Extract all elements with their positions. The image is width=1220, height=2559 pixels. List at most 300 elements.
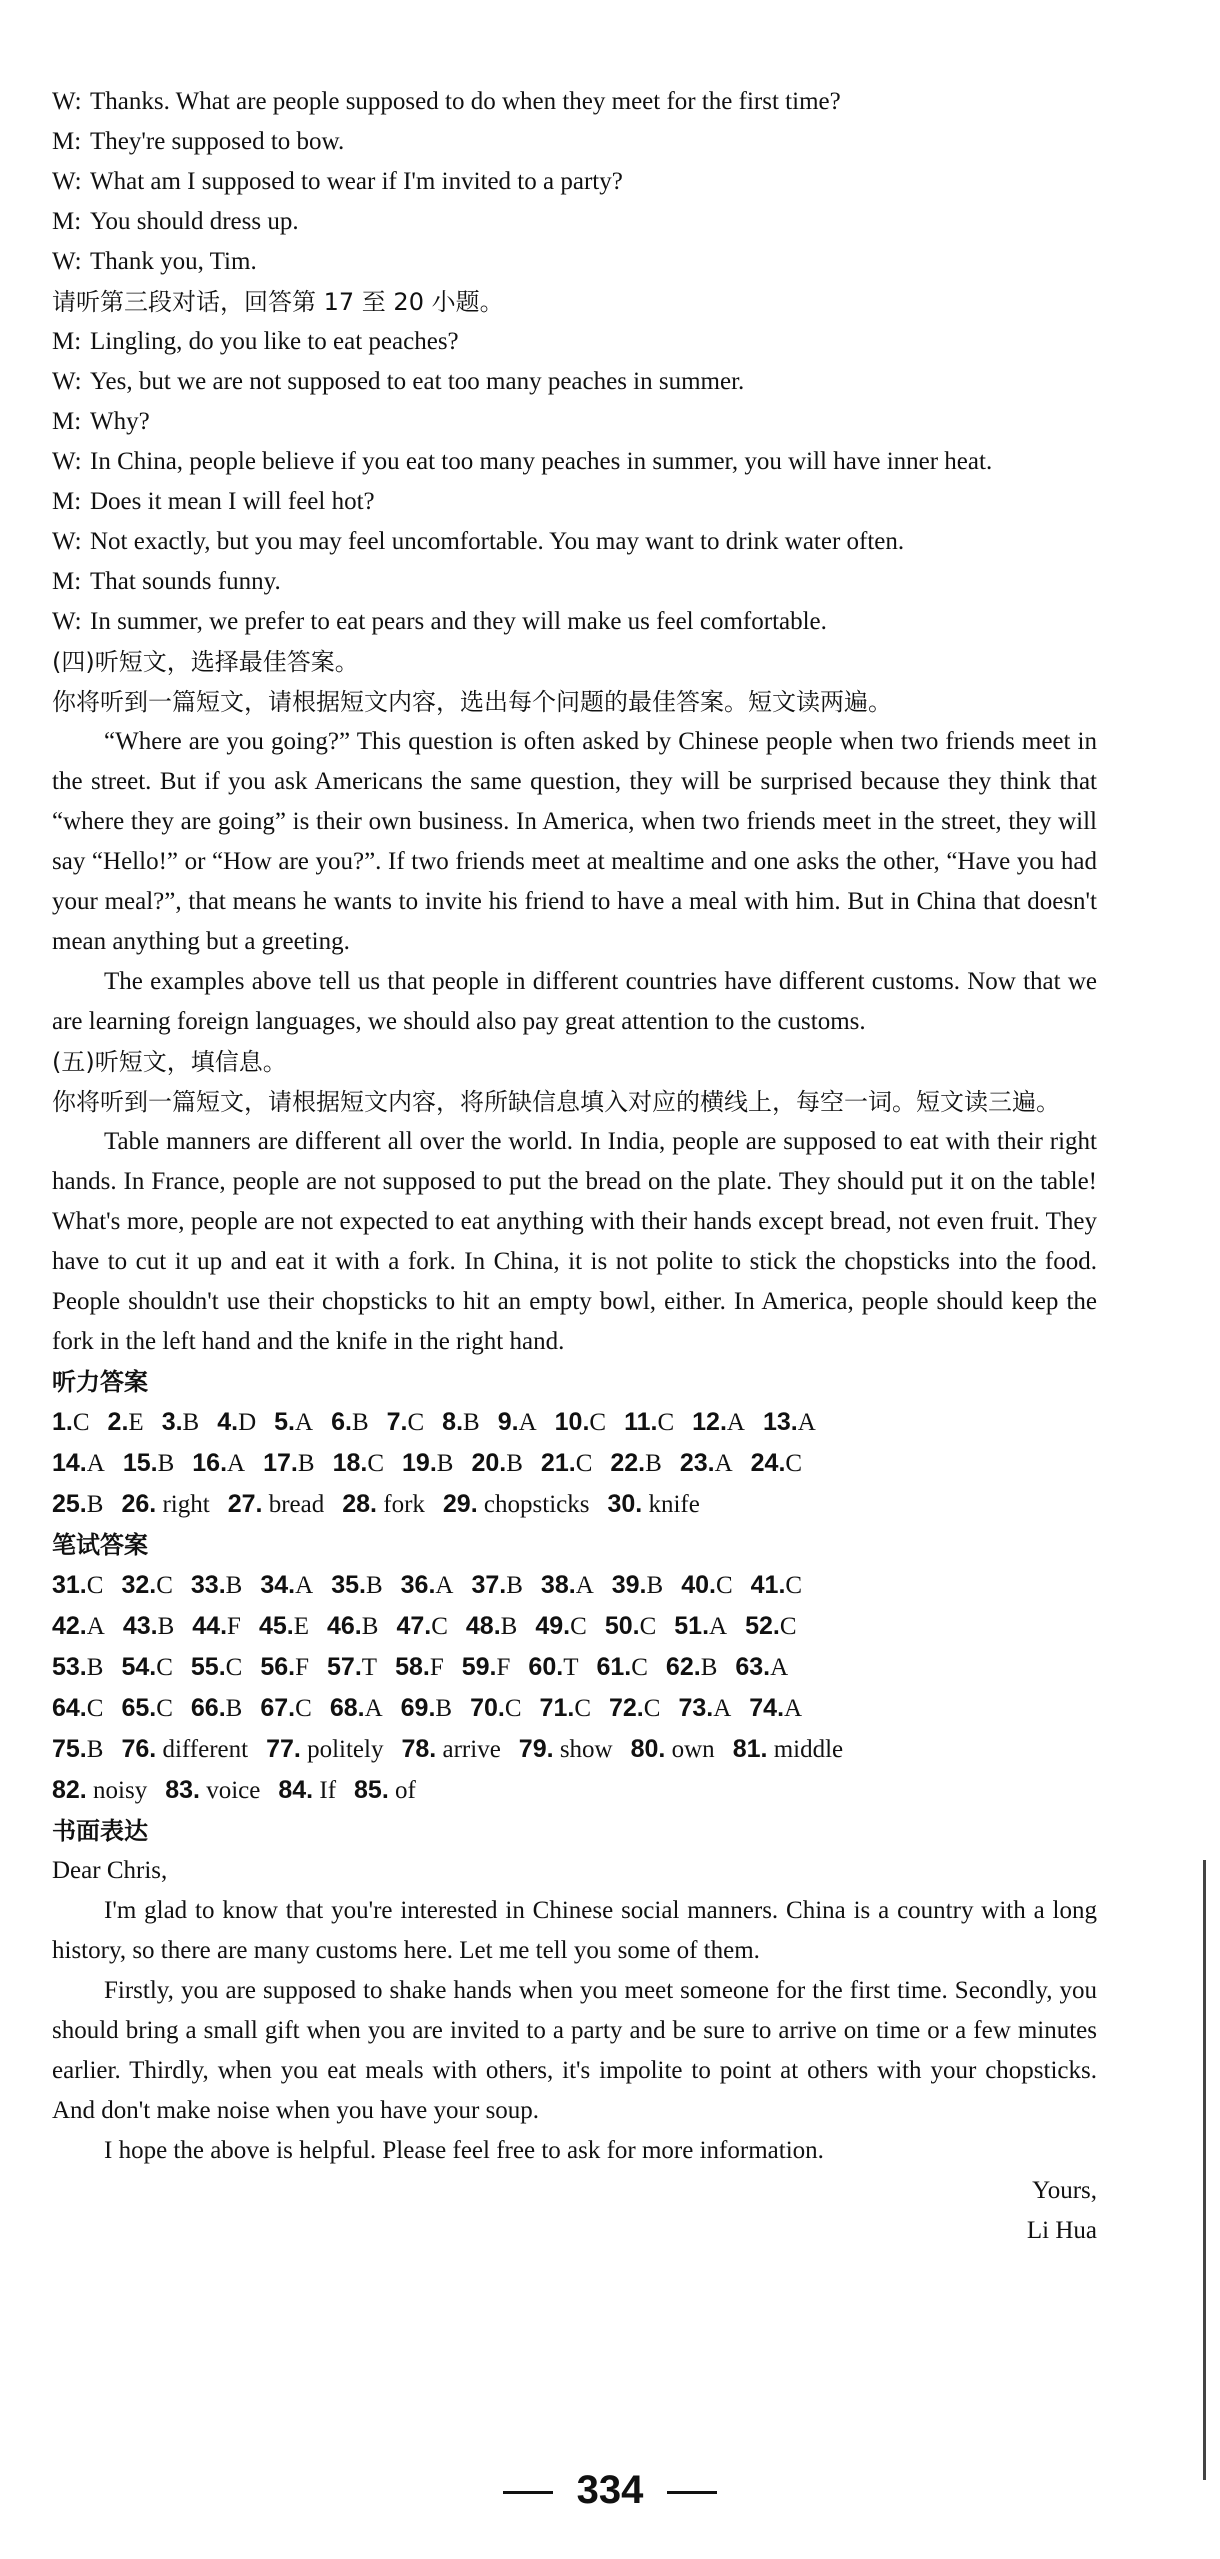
answer-number: 61.	[596, 1653, 632, 1681]
answer-item	[745, 1606, 796, 1647]
answer-item	[266, 1729, 383, 1770]
answer-number: 36.	[400, 1571, 436, 1599]
answer-value: T	[563, 1654, 579, 1681]
answer-item	[401, 1688, 452, 1729]
answer-item	[274, 1402, 313, 1443]
answer-value: B	[225, 1572, 243, 1599]
answer-item	[52, 1402, 90, 1443]
answer-item	[260, 1688, 311, 1729]
answer-value: C	[86, 1572, 104, 1599]
answer-value: A	[797, 1409, 816, 1436]
speaker-label: W:	[52, 88, 82, 115]
answer-value: B	[700, 1654, 718, 1681]
answer-value: A	[770, 1654, 789, 1681]
letter-closing: Yours,	[1032, 2177, 1097, 2204]
section5-title: (五)听短文，填信息。	[52, 1048, 287, 1076]
answer-item	[121, 1484, 209, 1525]
answer-value: B	[436, 1450, 454, 1477]
section4-instruction: 你将听到一篇短文，请根据短文内容，选出每个问题的最佳答案。短文读两遍。	[52, 688, 892, 716]
answer-number: 45.	[258, 1612, 294, 1640]
answer-number: 83.	[165, 1776, 200, 1804]
answer-value: B	[365, 1572, 383, 1599]
dialogue-line	[52, 442, 1097, 482]
answer-item	[596, 1647, 647, 1688]
answer-item	[327, 1606, 378, 1647]
answer-value: C	[631, 1654, 648, 1681]
answer-item	[330, 1688, 383, 1729]
answer-value: F	[295, 1654, 310, 1681]
answer-item	[751, 1443, 802, 1484]
answer-item	[191, 1647, 242, 1688]
answer-item	[191, 1565, 242, 1606]
answer-number: 58.	[395, 1653, 430, 1681]
answer-value: A	[435, 1572, 454, 1599]
page-number	[0, 2468, 1220, 2513]
answer-value: F	[429, 1654, 444, 1681]
answer-value: B	[506, 1450, 523, 1477]
speaker-label: M:	[52, 568, 82, 595]
answer-item	[165, 1770, 260, 1811]
answer-item	[751, 1565, 802, 1606]
answer-item	[260, 1647, 309, 1688]
speaker-label: M:	[52, 208, 82, 235]
answer-number: 85.	[354, 1776, 389, 1804]
answer-value: T	[361, 1654, 378, 1681]
answer-number: 11.	[624, 1408, 658, 1436]
dialogue-line	[52, 522, 1097, 562]
binding-edge	[1203, 1860, 1206, 2480]
answer-value: C	[575, 1450, 593, 1477]
answer-item	[259, 1606, 309, 1647]
dialogue-text: They're supposed to bow.	[90, 128, 345, 155]
dialogue-line	[52, 402, 1097, 442]
answer-number: 23.	[679, 1449, 715, 1477]
answer-number: 51.	[674, 1612, 710, 1640]
answer-value: B	[645, 1450, 662, 1477]
answer-number: 8.	[442, 1408, 464, 1436]
answer-number: 59.	[461, 1653, 497, 1681]
answer-number: 68.	[329, 1694, 365, 1722]
answer-item	[121, 1647, 172, 1688]
answer-value: D	[238, 1409, 257, 1436]
speaker-label: W:	[52, 248, 82, 275]
answer-value: B	[500, 1613, 518, 1640]
answer-number: 21.	[540, 1449, 576, 1477]
answer-value: B	[86, 1654, 104, 1681]
answer-item	[401, 1729, 500, 1770]
answer-item	[387, 1402, 425, 1443]
answer-number: 77.	[266, 1735, 301, 1763]
dialogue-line	[52, 122, 1097, 162]
answer-number: 25.	[52, 1490, 87, 1518]
answer-item	[443, 1484, 590, 1525]
answer-value: chopsticks	[477, 1491, 590, 1518]
answer-value: C	[639, 1613, 657, 1640]
dialogue-line	[52, 562, 1097, 602]
answer-row	[52, 1443, 1097, 1484]
answer-number: 26.	[121, 1490, 157, 1518]
answer-number: 50.	[604, 1612, 640, 1640]
answer-item	[631, 1729, 715, 1770]
answer-number: 70.	[470, 1694, 505, 1722]
answer-number: 20.	[471, 1449, 507, 1477]
answer-value: B	[435, 1695, 453, 1722]
answer-item	[52, 1443, 105, 1484]
answer-value: right	[156, 1491, 210, 1518]
answer-number: 73.	[678, 1694, 714, 1722]
answer-item	[123, 1443, 174, 1484]
answer-item	[121, 1565, 172, 1606]
answer-item	[541, 1443, 592, 1484]
answer-item	[692, 1402, 745, 1443]
answer-number: 80.	[630, 1735, 666, 1763]
answer-item	[192, 1606, 241, 1647]
speaker-label: M:	[52, 488, 82, 515]
answer-value: knife	[642, 1491, 700, 1518]
answer-item	[442, 1402, 480, 1443]
answer-number: 16.	[192, 1449, 228, 1477]
dialogue-text: In China, people believe if you eat too many peaches in summer, you will have inner heat.	[90, 448, 993, 475]
answer-number: 64.	[52, 1694, 87, 1722]
answer-item	[681, 1565, 732, 1606]
answer-number: 46.	[327, 1612, 362, 1640]
answer-number: 4.	[217, 1408, 239, 1436]
answer-item	[401, 1565, 454, 1606]
answer-value: C	[785, 1572, 803, 1599]
answer-value: politely	[300, 1736, 384, 1763]
dialogue-line	[52, 202, 1097, 242]
speaker-label: W:	[52, 448, 82, 475]
answer-value: noisy	[86, 1777, 148, 1804]
answer-value: A	[295, 1572, 314, 1599]
letter-salutation: Dear Chris,	[52, 1857, 168, 1884]
answer-item	[528, 1647, 578, 1688]
section4-paragraph: The examples above tell us that people in different countries have different customs. Now that we are learning foreign languages, we should also pay great attention to the customs.	[52, 968, 1097, 1035]
answer-number: 63.	[735, 1653, 771, 1681]
answer-value: B	[157, 1613, 175, 1640]
answer-value: B	[646, 1572, 664, 1599]
dialogue-text: That sounds funny.	[90, 568, 281, 595]
answer-item	[666, 1647, 717, 1688]
answer-value: C	[504, 1695, 522, 1722]
answer-value: A	[295, 1409, 314, 1436]
answer-number: 78.	[401, 1735, 437, 1763]
answer-number: 28.	[342, 1490, 377, 1518]
answer-item	[354, 1770, 416, 1811]
answer-number: 38.	[540, 1571, 576, 1599]
answer-value: B	[225, 1695, 243, 1722]
answer-value: C	[589, 1409, 607, 1436]
speaker-label: W:	[52, 368, 82, 395]
answer-number: 29.	[442, 1490, 478, 1518]
answer-number: 79.	[518, 1735, 554, 1763]
answer-value: C	[156, 1695, 173, 1722]
answer-value: A	[86, 1450, 105, 1477]
writing-heading: 书面表达	[52, 1817, 148, 1845]
answer-number: 13.	[762, 1408, 798, 1436]
answer-number: 42.	[52, 1612, 87, 1640]
answer-number: 69.	[400, 1694, 436, 1722]
answer-number: 34.	[260, 1571, 296, 1599]
answer-item	[396, 1606, 447, 1647]
answer-item	[624, 1402, 674, 1443]
answer-item	[612, 1565, 663, 1606]
dialogue-text: What am I supposed to wear if I'm invited to a party?	[90, 168, 623, 195]
answer-value: bread	[262, 1491, 325, 1518]
answer-number: 75.	[52, 1735, 87, 1763]
dialogue-line	[52, 602, 1097, 642]
section4-paragraph: “Where are you going?” This question is often asked by Chinese people when two friends meet in the street. But if you ask Americans the same question, they will be surprised because they think that “where they are going” is their own business. In America, when two friends meet in the street, they will say “Hello!” or “How are you?”. If two friends meet at mealtime and one asks the other, “Have you had your meal?”, that means he wants to invite his friend to have a meal with him. But in China that doesn't mean anything but a greeting.	[52, 728, 1097, 955]
answer-item	[228, 1484, 325, 1525]
answer-number: 72.	[609, 1694, 644, 1722]
dialogue-text: Does it mean I will feel hot?	[90, 488, 375, 515]
answer-value: C	[570, 1613, 587, 1640]
answer-number: 32.	[121, 1571, 157, 1599]
answer-number: 27.	[227, 1490, 263, 1518]
answer-number: 7.	[386, 1408, 408, 1436]
answer-number: 57.	[327, 1653, 362, 1681]
answer-item	[462, 1647, 511, 1688]
answer-value: C	[86, 1695, 104, 1722]
answer-number: 71.	[539, 1694, 575, 1722]
answer-item	[52, 1647, 103, 1688]
answer-value: B	[361, 1613, 379, 1640]
answer-item	[605, 1606, 656, 1647]
answer-number: 54.	[121, 1653, 157, 1681]
dialogue-text: Yes, but we are not supposed to eat too many peaches in summer.	[90, 368, 745, 395]
answer-item	[52, 1729, 103, 1770]
answer-number: 74.	[749, 1694, 785, 1722]
answer-number: 52.	[745, 1612, 780, 1640]
answer-item	[498, 1402, 537, 1443]
answer-value: F	[227, 1613, 241, 1640]
page-number-text: 334	[576, 2468, 644, 2512]
answer-item	[733, 1729, 843, 1770]
answer-row	[52, 1565, 1097, 1606]
answer-number: 33.	[190, 1571, 226, 1599]
speaker-label: W:	[52, 528, 82, 555]
answer-number: 41.	[750, 1571, 786, 1599]
answer-number: 17.	[263, 1449, 298, 1477]
answer-value: E	[293, 1613, 309, 1640]
answer-item	[162, 1402, 200, 1443]
answer-value: A	[714, 1450, 733, 1477]
answer-number: 82.	[52, 1776, 87, 1804]
answer-item	[52, 1606, 105, 1647]
answer-value: A	[575, 1572, 594, 1599]
answer-number: 9.	[497, 1408, 519, 1436]
answer-row	[52, 1770, 1097, 1811]
dialogue-text: You should dress up.	[90, 208, 299, 235]
dialogue-line	[52, 82, 1097, 122]
answer-number: 12.	[692, 1408, 727, 1436]
document-page	[52, 82, 1097, 2251]
answer-item	[52, 1565, 103, 1606]
answer-number: 39.	[611, 1571, 647, 1599]
answer-item	[52, 1770, 147, 1811]
answer-number: 10.	[554, 1408, 590, 1436]
answer-number: 76.	[121, 1735, 157, 1763]
answer-item	[749, 1688, 802, 1729]
answer-number: 65.	[121, 1694, 157, 1722]
written-answers-heading: 笔试答案	[52, 1531, 148, 1559]
answer-value: C	[431, 1613, 448, 1640]
speaker-label: M:	[52, 328, 82, 355]
answer-item	[678, 1688, 731, 1729]
answer-item	[260, 1565, 313, 1606]
dialogue-text: Thanks. What are people supposed to do when they meet for the first time?	[90, 88, 841, 115]
answer-value: middle	[767, 1736, 844, 1763]
answer-number: 67.	[260, 1694, 296, 1722]
answer-item	[763, 1402, 816, 1443]
answer-value: E	[128, 1409, 144, 1436]
answer-value: A	[784, 1695, 803, 1722]
answer-number: 43.	[122, 1612, 158, 1640]
answer-number: 84.	[278, 1776, 314, 1804]
answer-value: B	[86, 1736, 104, 1763]
speaker-label: W:	[52, 168, 82, 195]
answer-number: 31.	[52, 1571, 87, 1599]
answer-value: C	[225, 1654, 243, 1681]
answer-value: C	[295, 1695, 312, 1722]
listening-answers	[52, 1402, 1097, 1525]
answer-item	[674, 1606, 727, 1647]
answer-item	[333, 1443, 384, 1484]
answer-item	[609, 1688, 660, 1729]
answer-item	[192, 1443, 245, 1484]
answer-item	[191, 1688, 242, 1729]
answer-number: 60.	[528, 1653, 564, 1681]
speaker-label: M:	[52, 408, 82, 435]
answer-value: A	[709, 1613, 728, 1640]
answer-value: show	[553, 1736, 613, 1763]
page-number-dash	[667, 2491, 717, 2494]
answer-number: 40.	[681, 1571, 716, 1599]
answer-item	[466, 1606, 517, 1647]
answer-number: 49.	[535, 1612, 571, 1640]
page-number-dash	[503, 2491, 553, 2494]
answer-item	[402, 1443, 453, 1484]
speaker-label: M:	[52, 128, 82, 155]
answer-value: of	[388, 1777, 416, 1804]
answer-item	[121, 1688, 172, 1729]
answer-value: A	[227, 1450, 246, 1477]
dialogue-text: Why?	[90, 408, 150, 435]
answer-value: B	[297, 1450, 315, 1477]
answer-row	[52, 1606, 1097, 1647]
speaker-label: W:	[52, 608, 82, 635]
answer-value: C	[779, 1613, 797, 1640]
answer-number: 14.	[52, 1449, 87, 1477]
answer-row	[52, 1688, 1097, 1729]
answer-item	[395, 1647, 444, 1688]
dialogue-line	[52, 162, 1097, 202]
answer-value: C	[156, 1572, 173, 1599]
answer-value: fork	[377, 1491, 425, 1518]
answer-value: If	[313, 1777, 337, 1804]
answer-number: 19.	[402, 1449, 437, 1477]
answer-number: 5.	[274, 1408, 296, 1436]
answer-value: C	[574, 1695, 591, 1722]
answer-number: 47.	[396, 1612, 432, 1640]
answer-value: different	[156, 1736, 249, 1763]
section5-instruction: 你将听到一篇短文，请根据短文内容，将所缺信息填入对应的横线上，每空一词。短文读三遍。	[52, 1088, 1060, 1116]
answer-value: C	[657, 1409, 675, 1436]
answer-value: C	[407, 1409, 425, 1436]
answer-number: 18.	[332, 1449, 368, 1477]
answer-value: B	[86, 1491, 104, 1518]
answer-item	[52, 1484, 103, 1525]
dialogue-part3	[52, 322, 1097, 642]
answer-row	[52, 1402, 1097, 1443]
answer-item	[607, 1484, 699, 1525]
answer-value: A	[713, 1695, 732, 1722]
answer-item	[331, 1402, 369, 1443]
answer-number: 6.	[331, 1408, 352, 1436]
answer-item	[121, 1729, 248, 1770]
letter-signature: Li Hua	[1026, 2217, 1097, 2244]
answer-item	[108, 1402, 144, 1443]
answer-number: 62.	[665, 1653, 701, 1681]
answer-number: 2.	[107, 1408, 129, 1436]
answer-value: B	[157, 1450, 175, 1477]
answer-value: A	[364, 1695, 383, 1722]
answer-value: A	[726, 1409, 745, 1436]
answer-number: 30.	[607, 1490, 643, 1518]
answer-item	[342, 1484, 425, 1525]
answer-value: C	[643, 1695, 661, 1722]
answer-item	[471, 1565, 522, 1606]
section5-paragraph: Table manners are different all over the world. In India, people are supposed to eat with their right hands. In France, people are not supposed to put the bread on the plate. They should put it on the table! What's more, people are not expected to eat anything with their hands except bread, not even fruit. They have to cut it up and eat it with a fork. In China, it is not polite to stick the chopsticks into the food. People shouldn't use their chopsticks to hit an empty bowl, either. In America, people should keep the fork in the left hand and the knife in the right hand.	[52, 1128, 1097, 1355]
answer-number: 1.	[52, 1408, 73, 1436]
dialogue-text: Thank you, Tim.	[90, 248, 257, 275]
dialogue-line	[52, 242, 1097, 282]
answer-item	[680, 1443, 733, 1484]
answer-value: B	[182, 1409, 200, 1436]
answer-row	[52, 1484, 1097, 1525]
answer-item	[331, 1565, 382, 1606]
answer-value: A	[518, 1409, 537, 1436]
answer-number: 3.	[161, 1408, 183, 1436]
dialogue-text: Lingling, do you like to eat peaches?	[90, 328, 459, 355]
answer-item	[470, 1688, 521, 1729]
dialogue-line	[52, 362, 1097, 402]
answer-value: C	[156, 1654, 173, 1681]
answer-number: 24.	[750, 1449, 786, 1477]
answer-value: B	[506, 1572, 523, 1599]
answer-number: 35.	[331, 1571, 366, 1599]
answer-number: 22.	[610, 1449, 646, 1477]
answer-value: C	[72, 1409, 90, 1436]
answer-number: 55.	[190, 1653, 226, 1681]
written-answers	[52, 1565, 1097, 1811]
answer-item	[610, 1443, 661, 1484]
answer-item	[735, 1647, 788, 1688]
dialogue-line	[52, 322, 1097, 362]
answer-item	[52, 1688, 103, 1729]
listening-answers-heading: 听力答案	[52, 1368, 148, 1396]
answer-item	[278, 1770, 336, 1811]
answer-value: arrive	[436, 1736, 501, 1763]
answer-number: 15.	[122, 1449, 158, 1477]
letter-paragraph: I hope the above is helpful. Please feel free to ask for more information.	[104, 2137, 824, 2164]
dialogue-text: In summer, we prefer to eat pears and they will make us feel comfortable.	[90, 608, 827, 635]
instruction-17-20: 请听第三段对话，回答第 17 至 20 小题。	[52, 288, 504, 316]
answer-value: C	[785, 1450, 803, 1477]
answer-item	[555, 1402, 606, 1443]
answer-value: C	[715, 1572, 733, 1599]
answer-value: B	[463, 1409, 480, 1436]
